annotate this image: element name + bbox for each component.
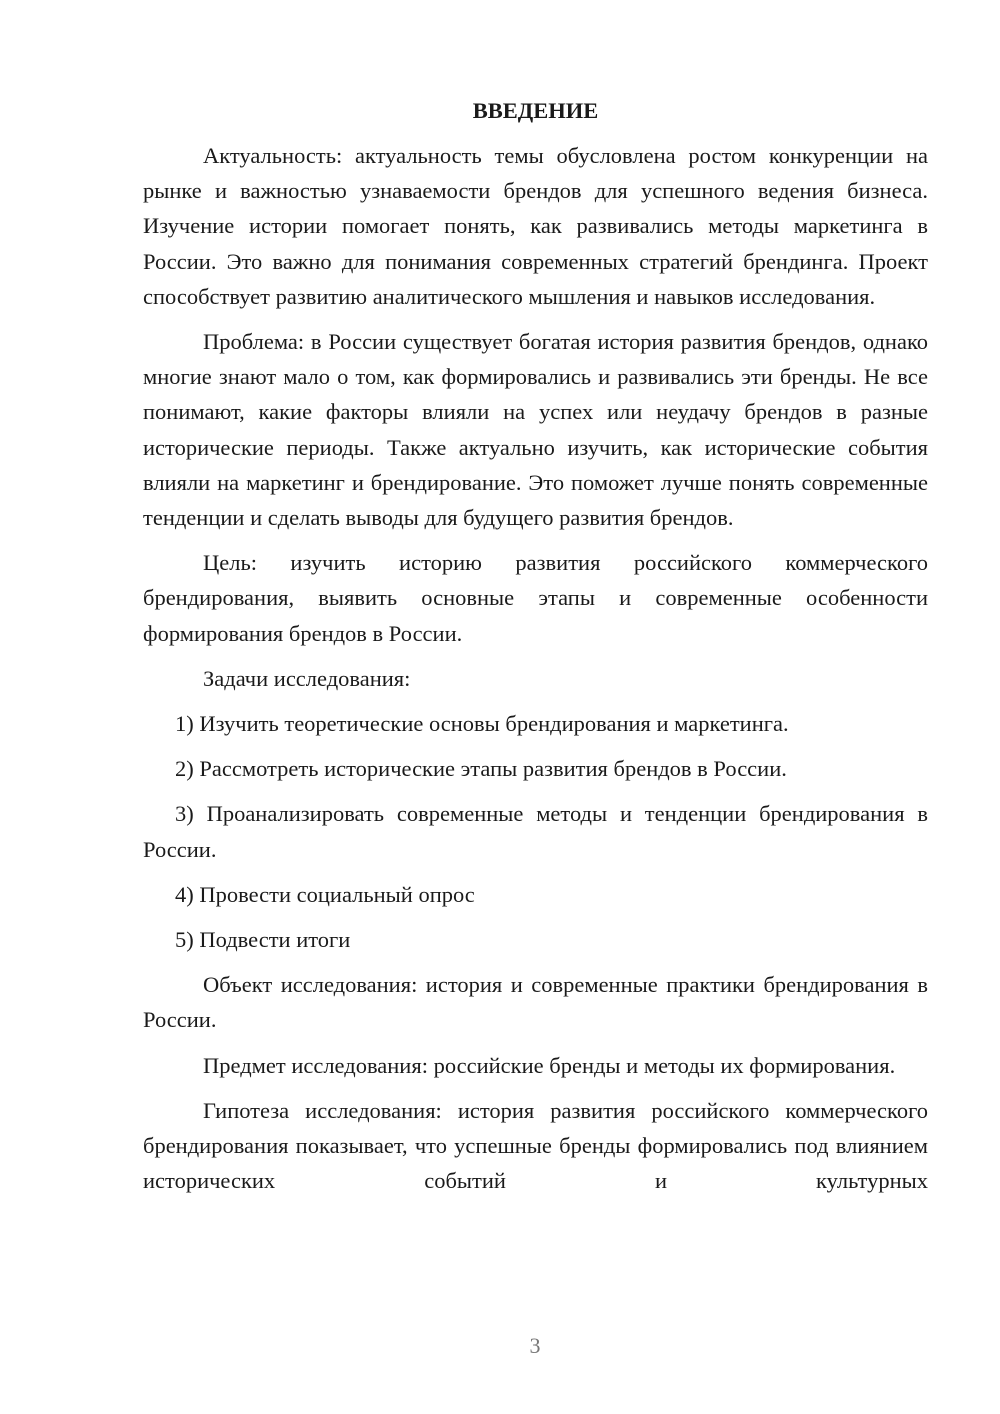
task-item: 5) Подвести итоги xyxy=(175,927,351,953)
task-item: 2) Рассмотреть исторические этапы развития брендов в России. xyxy=(175,756,787,782)
task-item: 4) Провести социальный опрос xyxy=(175,881,475,907)
problem-paragraph: Проблема: в России существует богатая история развития брендов, однако многие знают мало о том, как формировались и развивались эти бренды. Не все понимают, какие факторы влияли на успех или неудачу брендов в разные исторические периоды. Также актуально изучить, как исторические события влияли на маркетинг и брендирование. Это поможет лучше понять современные тенденции и сделать выводы для будущего развития брендов. xyxy=(143,329,928,531)
tasks-heading: Задачи исследования: xyxy=(203,665,411,691)
task-item: 1) Изучить теоретические основы брендирования и маркетинга. xyxy=(175,711,789,737)
object-paragraph: Объект исследования: история и современные практики брендирования в России. xyxy=(143,972,928,1033)
task-item: 3) Проанализировать современные методы и тенденции брендирования в России. xyxy=(143,801,928,862)
section-title: ВВЕДЕНИЕ xyxy=(472,98,599,123)
subject-paragraph: Предмет исследования: российские бренды и методы их формирования. xyxy=(203,1052,896,1078)
goal-paragraph: Цель: изучить историю развития российского коммерческого брендирования, выявить основные этапы и современные особенности формирования брендов в России. xyxy=(143,550,928,646)
hypothesis-paragraph: Гипотеза исследования: история развития российского коммерческого брендирования показывает, что успешные бренды формировались под влиянием исторических событий и культурных xyxy=(143,1097,928,1194)
page-number: 3 xyxy=(529,1333,541,1358)
document-body xyxy=(143,93,928,1208)
relevance-paragraph: Актуальность: актуальность темы обусловлена ростом конкуренции на рынке и важностью узнаваемости брендов для успешного ведения бизнеса. Изучение истории помогает понять, как развивались методы маркетинга в России. Это важно для понимания современных стратегий брендинга. Проект способствует развитию аналитического мышления и навыков исследования. xyxy=(143,143,928,309)
